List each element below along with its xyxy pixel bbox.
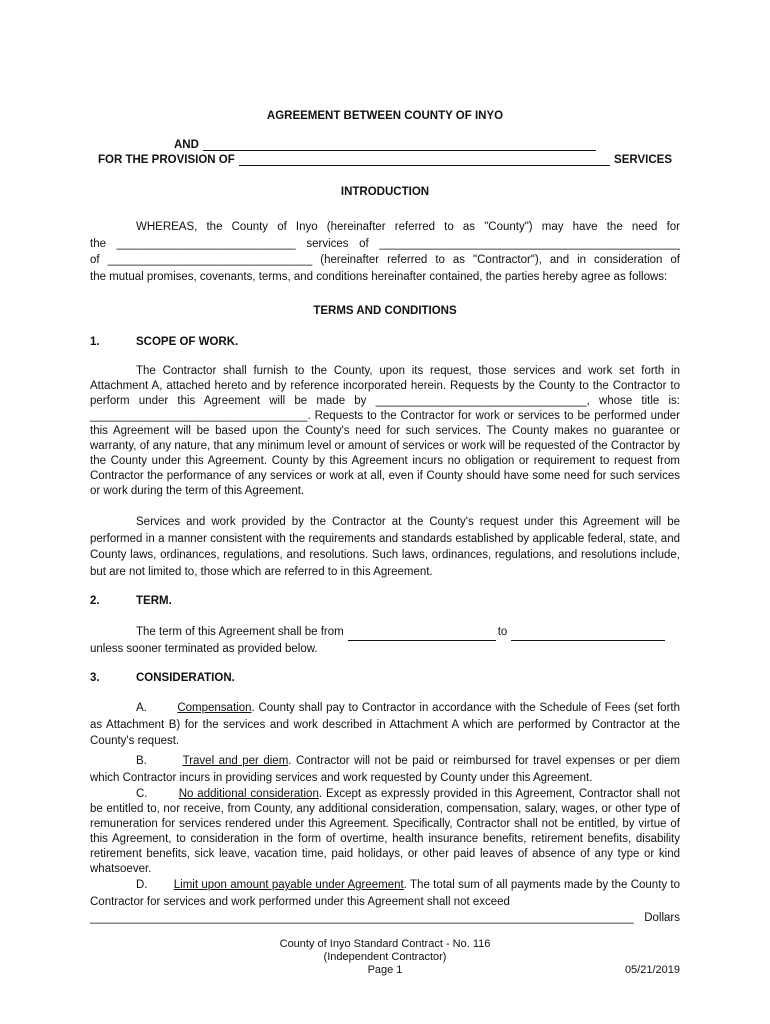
section-1-paragraph-1: The Contractor shall furnish to the County, upon its request, those services and work set forth in Attachment A, attached hereto and by reference incorporated herein. Requests by the County to the Contractor to perform under this Agreement will be made by _________________________________, whose title is: __________________________________. Requests to the Contractor for work or services to be performed under this Agreement will be based upon the County's need for such services. The County makes no guarantee or warranty, of any nature, that any minimum level or amount of services or work will be requested of the Contractor by the County under this Agreement. County by this Agreement incurs no obligation or requirement to request from Contractor the performance of any services or work at all, even if County should have some need for such services or work during the term of this Agreement. [90,365,680,497]
provision-suffix: SERVICES [614,154,672,166]
services-blank[interactable]: _______________________________________________ [379,237,680,250]
section-1-paragraph-2: Services and work provided by the Contractor at the County's request under this Agreement will be performed in a manner consistent with the requirements and standards established by applicable federal, state, and County laws, ordinances, regulations, and resolutions. Such laws, ordinances, regulations, and resolutions include, but are not limited to, those which are referred to in this Agreement. [90,516,680,578]
document-title: AGREEMENT BETWEEN COUNTY OF INYO [266,110,504,122]
footer-contract-name: County of Inyo Standard Contract - No. 116 [279,938,491,950]
page-footer [90,938,680,977]
intro-line-2: the ____________________________ services of _______________________________________________ [90,237,680,250]
term-start-blank[interactable] [348,629,496,641]
amount-blank[interactable]: _____________________________________________________________________________________ [90,912,634,924]
section-1-heading: 1. SCOPE OF WORK. [90,336,239,348]
section-2-heading: 2. TERM. [90,595,172,607]
section-3-item-d: D. Limit upon amount payable under Agreement. The total sum of all payments made by the County to Contractor for services and work performed under this Agreement shall not exceed _____________________________________________________________________________________ Dollars [90,879,681,924]
terms-heading: TERMS AND CONDITIONS [313,305,457,317]
intro-paragraph [90,219,680,285]
and-label: AND [174,139,199,151]
intro-line-1: WHEREAS, the County of Inyo (hereinafter referred to as "County") may have the need for [136,221,680,233]
term-end-blank[interactable] [511,629,665,641]
section-3-item-c: C. No additional consideration. Except as expressly provided in this Agreement, Contractor shall not be entitled to, nor receive, from County, any additional consideration, compensation, salary, wages, or other type of remuneration for services rendered under this Agreement. Specifically, Contractor shall not be entitled, by virtue of this Agreement, to consideration in the form of overtime, health insurance benefits, retirement benefits, disability retirement benefits, sick leave, vacation time, paid holidays, or other paid leaves of absence of any type or kind whatsoever. [90,788,681,875]
footer-date: 05/21/2019 [624,964,680,976]
and-blank[interactable] [203,138,596,151]
intro-heading: INTRODUCTION [340,186,430,198]
footer-page-number: Page 1 [367,964,403,976]
section-3-item-a: A. Compensation. County shall pay to Contractor in accordance with the Schedule of Fees (set forth as Attachment B) for the services and work described in Attachment A which are performed by Contractor at the County's request. [90,702,680,747]
requester-blank[interactable]: _________________________________ [375,395,587,407]
provision-blank[interactable] [239,153,610,166]
provision-line [90,153,680,166]
provision-prefix: FOR THE PROVISION OF [98,154,235,166]
and-line [90,138,680,151]
contractor-blank[interactable]: ________________________________ [107,254,313,266]
intro-line-4: the mutual promises, covenants, terms, and conditions hereinafter contained, the parties hereby agree as follows: [90,270,668,283]
intro-line-3: of ________________________________ (hereinafter referred to as "Contractor"), and in consideration of [90,254,680,266]
needs-blank[interactable]: ____________________________ [116,237,296,250]
section-3-item-b: B. Travel and per diem. Contractor will not be paid or reimbursed for travel expenses or per diem which Contractor incurs in providing services and work requested by County under this Agreement. [90,755,681,784]
section-2-paragraph: The term of this Agreement shall be from to unless sooner terminated as provided below. [90,624,680,657]
title-blank[interactable]: __________________________________ [90,410,308,422]
section-3-heading: 3. CONSIDERATION. [90,672,235,684]
footer-contract-type: (Independent Contractor) [323,951,447,963]
